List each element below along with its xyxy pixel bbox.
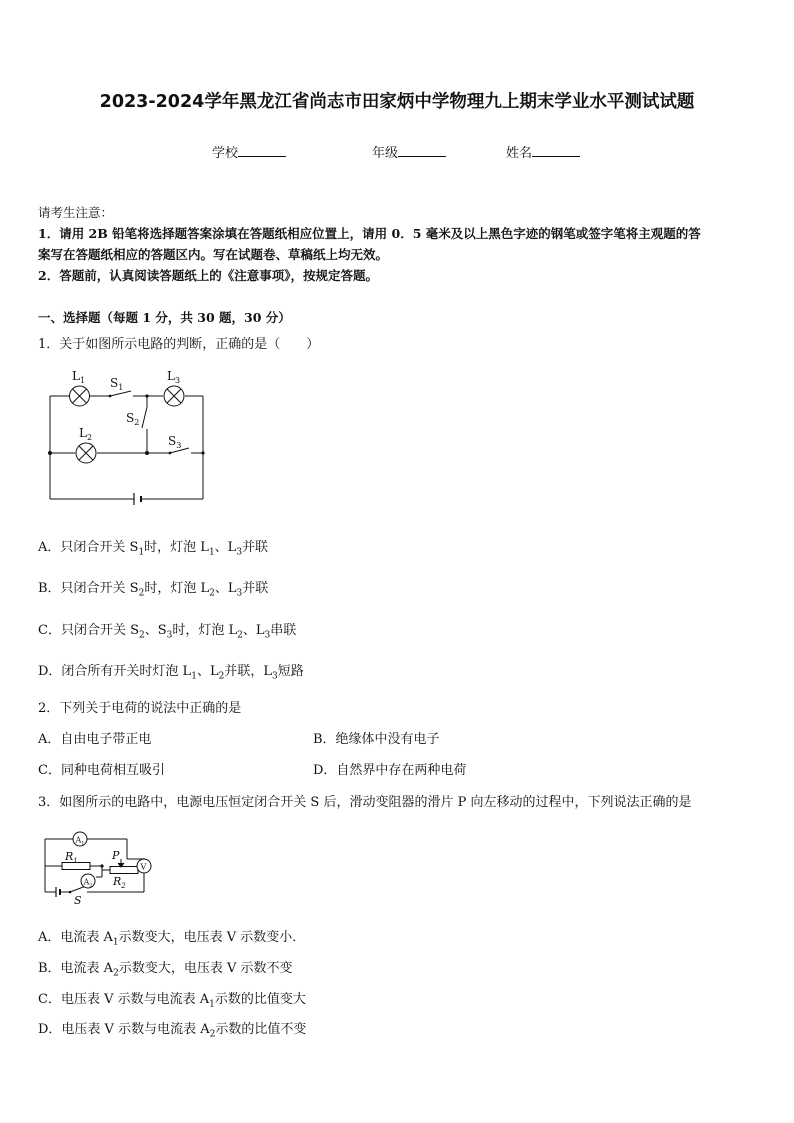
notice-line-1: 1．请用 2B 铅笔将选择题答案涂填在答题纸相应位置上，请用 0．5 毫米及以上黑色字迹的钢笔或签字笔将主观题的答	[38, 226, 701, 241]
q3-option-d[interactable]: D．电压表 V 示数与电流表 $A_2$示数的比值不变	[38, 1022, 307, 1040]
notice-line-3: 2．答题前，认真阅读答题纸上的《注意事项》，按规定答题。	[38, 268, 378, 283]
notice-line-2: 案写在答题纸相应的答题区内。写在试题卷、草稿纸上均无效。	[38, 247, 389, 262]
label-S3: $S_3$	[168, 434, 182, 450]
q2-option-c[interactable]: C．同种电荷相互吸引	[38, 763, 165, 778]
q3-option-c[interactable]: C．电压表 V 示数与电流表 $A_1$示数的比值变大	[38, 992, 306, 1010]
label-L2: $L_2$	[79, 426, 93, 442]
q1-option-a[interactable]: A．只闭合开关 $S_1$时，灯泡 $L_1$、$L_3$并联	[38, 540, 269, 558]
grade-label: 年级	[372, 146, 399, 161]
grade-field[interactable]	[372, 142, 446, 161]
label-L3: $L_3$	[167, 369, 181, 385]
section-heading: 一、选择题（每题 1 分，共 30 题，30 分）	[38, 310, 291, 325]
name-label: 姓名	[506, 146, 533, 161]
notice-heading: 请考生注意：	[38, 205, 114, 220]
label-P: P	[112, 849, 120, 862]
q1-option-c[interactable]: C．只闭合开关 $S_2$、$S_3$时，灯泡 $L_2$、$L_3$串联	[38, 623, 297, 641]
q3-option-a[interactable]: A．电流表 $A_1$示数变大，电压表 V 示数变小．	[38, 930, 306, 948]
q3-stem: 3．如图所示的电路中，电源电压恒定闭合开关 S 后，滑动变阻器的滑片 P 向左移动的过程中，下列说法正确的是	[38, 795, 692, 810]
school-field[interactable]	[212, 142, 286, 161]
name-field[interactable]	[506, 142, 580, 161]
q1-stem: 1．关于如图所示电路的判断，正确的是（ ）	[38, 337, 320, 352]
page-title: 2023-2024学年黑龙江省尚志市田家炳中学物理九上期末学业水平测试试题	[99, 92, 695, 112]
q3-circuit-diagram	[40, 826, 155, 908]
label-R1: $R_1$	[65, 850, 78, 865]
meter-A2: $A_2$	[83, 877, 93, 889]
school-label: 学校	[212, 146, 239, 161]
meter-A1: $A_1$	[75, 835, 85, 847]
q2-option-d[interactable]: D．自然界中存在两种电荷	[313, 763, 467, 778]
label-L1: $L_1$	[72, 369, 86, 385]
q2-option-a[interactable]: A．自由电子带正电	[38, 732, 152, 747]
label-R2: $R_2$	[113, 875, 126, 890]
q1-circuit-diagram	[40, 362, 215, 507]
label-S2: $S_2$	[126, 411, 140, 427]
q2-option-b[interactable]: B．绝缘体中没有电子	[313, 732, 440, 747]
label-S: S	[74, 894, 82, 907]
q1-option-b[interactable]: B．只闭合开关 $S_2$时，灯泡 $L_2$、$L_3$并联	[38, 581, 269, 599]
meter-V: V	[140, 862, 147, 872]
label-S1: $S_1$	[110, 376, 124, 392]
q3-option-b[interactable]: B．电流表 $A_2$示数变大，电压表 V 示数不变	[38, 961, 293, 979]
q2-stem: 2．下列关于电荷的说法中正确的是	[38, 701, 242, 716]
q1-option-d[interactable]: D．闭合所有开关时灯泡 $L_1$、$L_2$并联，$L_3$短路	[38, 664, 304, 682]
